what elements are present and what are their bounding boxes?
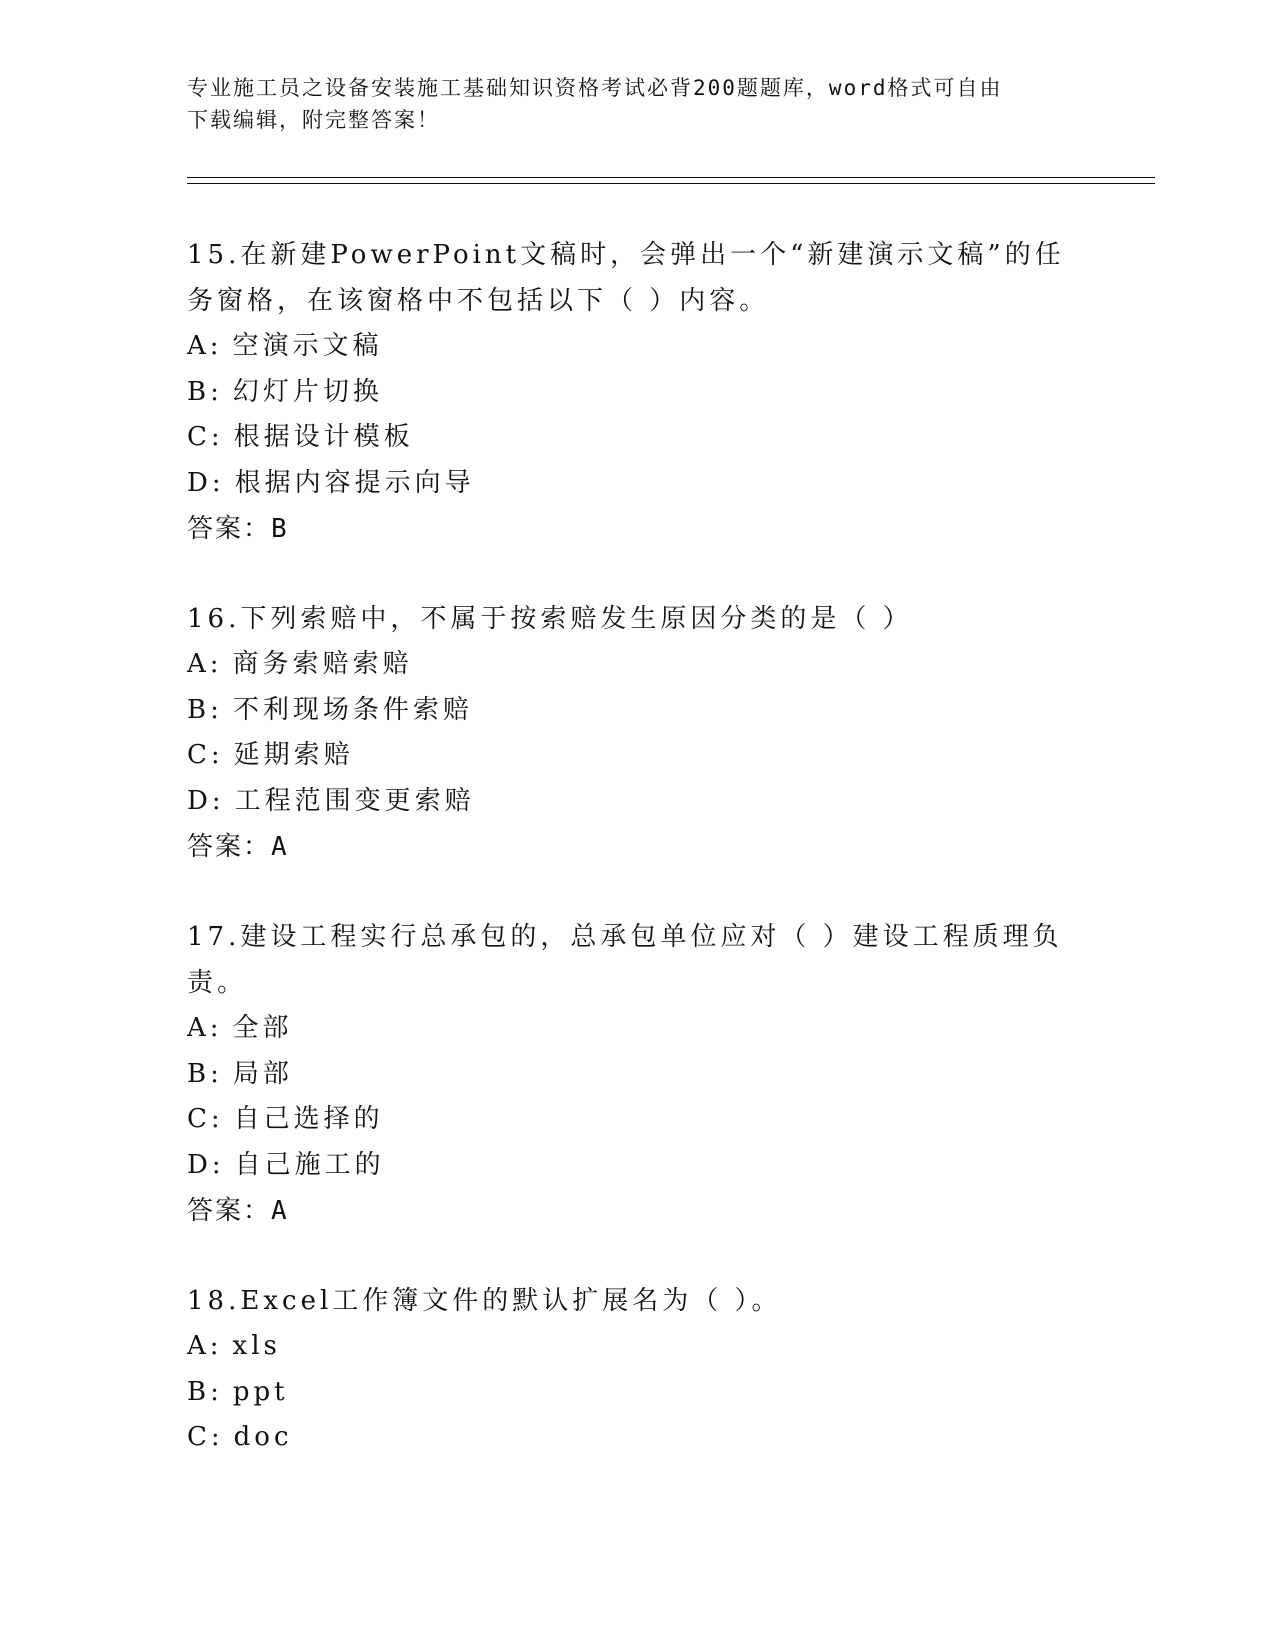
option-text: xls — [232, 1331, 281, 1361]
option-text: 局部 — [232, 1058, 293, 1089]
option-text: doc — [233, 1422, 293, 1452]
option-label: A: — [187, 1013, 223, 1043]
option-b — [187, 1052, 1077, 1098]
option-text: 工程范围变更索赔 — [234, 785, 475, 816]
document-header — [187, 72, 1087, 136]
question-number: 15. — [187, 240, 241, 270]
header-divider-bottom — [187, 183, 1155, 184]
option-b — [187, 370, 1077, 416]
question-stem: 建设工程实行总承包的，总承包单位应对（ ）建设工程质理负责。 — [187, 922, 1063, 998]
option-label: B: — [187, 376, 223, 407]
question-number: 16. — [187, 604, 241, 634]
answer-value: A — [271, 1196, 289, 1226]
option-b — [187, 1370, 1077, 1416]
option-label: C: — [187, 1422, 224, 1452]
question-16 — [187, 596, 1077, 870]
header-line-1: 专业施工员之设备安装施工基础知识资格考试必背200题题库，word格式可自由 — [187, 76, 1003, 100]
option-label: B: — [187, 694, 223, 725]
option-text: ppt — [232, 1376, 289, 1407]
question-15 — [187, 232, 1077, 552]
answer-value: A — [271, 832, 289, 862]
answer-label: 答案： — [187, 514, 272, 544]
question-text — [187, 232, 1077, 324]
option-text: 空演示文稿 — [232, 331, 383, 361]
option-label: B: — [187, 1376, 223, 1407]
question-text — [187, 1278, 1077, 1324]
option-c — [187, 733, 1077, 779]
option-a — [187, 642, 1077, 688]
option-c — [187, 415, 1077, 461]
option-text: 商务索赔索赔 — [232, 649, 413, 679]
option-label: A: — [187, 331, 223, 361]
answer-label: 答案： — [187, 1196, 272, 1226]
option-text: 根据设计模板 — [233, 422, 414, 452]
option-d — [187, 461, 1077, 507]
option-d — [187, 1143, 1077, 1189]
option-a — [187, 1324, 1077, 1370]
question-stem: 下列索赔中，不属于按索赔发生原因分类的是（ ） — [240, 604, 913, 634]
option-label: D: — [187, 785, 225, 816]
option-label: C: — [187, 422, 224, 452]
option-a — [187, 324, 1077, 370]
option-label: D: — [187, 1149, 225, 1180]
question-number: 17. — [187, 922, 241, 952]
question-list — [187, 232, 1077, 1505]
question-text — [187, 914, 1077, 1006]
header-line-2: 下载编辑，附完整答案！ — [187, 108, 440, 132]
option-text: 幻灯片切换 — [232, 376, 383, 407]
option-text: 不利现场条件索赔 — [232, 694, 473, 725]
option-a — [187, 1006, 1077, 1052]
option-label: C: — [187, 1104, 224, 1134]
option-label: A: — [187, 1331, 223, 1361]
option-text: 根据内容提示向导 — [234, 467, 475, 498]
question-text — [187, 596, 1077, 642]
option-b — [187, 688, 1077, 734]
question-18 — [187, 1278, 1077, 1461]
answer-label: 答案： — [187, 832, 272, 862]
answer-line — [187, 1188, 1077, 1234]
option-label: C: — [187, 740, 224, 770]
question-number: 18. — [187, 1286, 241, 1316]
option-text: 全部 — [232, 1013, 293, 1043]
option-label: B: — [187, 1058, 223, 1089]
header-divider-top — [187, 177, 1155, 178]
option-d — [187, 779, 1077, 825]
question-stem: 在新建PowerPoint文稿时，会弹出一个“新建演示文稿”的任务窗格，在该窗格中不包括以下（ ）内容。 — [187, 240, 1065, 316]
option-label: D: — [187, 467, 225, 498]
option-c — [187, 1415, 1077, 1461]
answer-value: B — [271, 514, 289, 544]
option-text: 延期索赔 — [233, 740, 354, 770]
question-stem: Excel工作簿文件的默认扩展名为（ ）。 — [240, 1286, 782, 1316]
option-text: 自己施工的 — [234, 1149, 385, 1180]
answer-line — [187, 824, 1077, 870]
question-17 — [187, 914, 1077, 1234]
option-label: A: — [187, 649, 223, 679]
option-c — [187, 1097, 1077, 1143]
option-text: 自己选择的 — [233, 1104, 384, 1134]
answer-line — [187, 506, 1077, 552]
